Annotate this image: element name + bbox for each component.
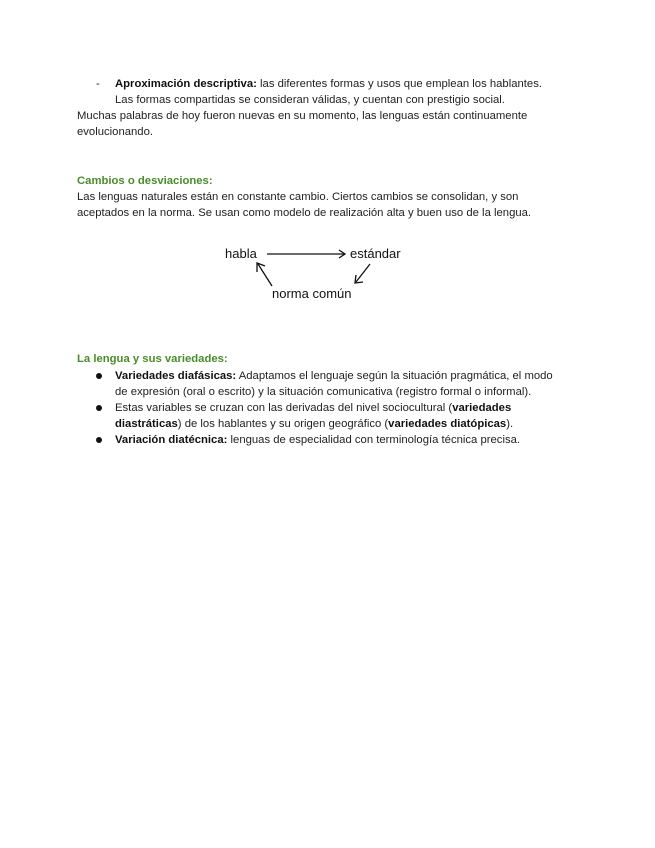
paragraph-line1: Muchas palabras de hoy fueron nuevas en su momento, las lenguas están continuamente xyxy=(77,110,528,122)
list-item xyxy=(96,368,586,400)
item-text: lenguas de especialidad con terminología técnica precisa. xyxy=(227,434,521,446)
norm-cycle-diagram xyxy=(220,242,420,304)
heading-variedades: La lengua y sus variedades: xyxy=(77,353,228,365)
item-text-line2: Las formas compartidas se consideran válidas, y cuentan con prestigio social. xyxy=(115,94,505,106)
diagram-label-norma-comun: norma común xyxy=(272,286,352,301)
bullet-icon xyxy=(96,405,102,411)
arrow-norma-habla xyxy=(258,264,272,286)
bullet-icon xyxy=(96,373,102,379)
term-variacion-diatecnica: Variación diatécnica: xyxy=(115,434,228,446)
term-diastraticas: diastráticas xyxy=(115,418,178,430)
bullet-icon xyxy=(96,437,102,443)
item-text: ). xyxy=(506,418,514,430)
arrow-estandar-norma xyxy=(356,264,370,282)
list-item xyxy=(96,432,586,448)
list-item xyxy=(96,400,586,432)
term-aproximacion-descriptiva: Aproximación descriptiva: xyxy=(115,78,257,90)
term-variedades: variedades xyxy=(452,402,512,414)
paragraph-cambios xyxy=(77,189,587,221)
item-text: ) de los hablantes y su origen geográfico ( xyxy=(177,418,389,430)
term-variedades-diafasicas: Variedades diafásicas: xyxy=(115,370,237,382)
cambios-line1: Las lenguas naturales están en constante cambio. Ciertos cambios se consolidan, y son xyxy=(77,191,519,203)
cambios-line2: aceptados en la norma. Se usan como modelo de realización alta y buen uso de la lengua. xyxy=(77,207,532,219)
paragraph-line2: evolucionando. xyxy=(77,126,154,138)
diagram-label-estandar: estándar xyxy=(350,246,401,261)
item-text: Estas variables se cruzan con las derivadas del nivel sociocultural ( xyxy=(115,402,453,414)
paragraph-evolution xyxy=(77,108,587,140)
diagram-label-habla: habla xyxy=(225,246,257,261)
dash-item-text xyxy=(115,76,576,108)
heading-cambios: Cambios o desviaciones: xyxy=(77,175,213,187)
term-variedades-diatopicas: variedades diatópicas xyxy=(388,418,507,430)
item-text-line1: las diferentes formas y usos que emplean los hablantes. xyxy=(256,78,542,90)
variedades-list xyxy=(96,368,586,448)
dash-list-item xyxy=(96,76,576,108)
item-text: Adaptamos el lenguaje según la situación pragmática, el modo xyxy=(236,370,553,382)
dash-marker: - xyxy=(96,78,100,90)
item-text: de expresión (oral o escrito) y la situación comunicativa (registro formal o informal). xyxy=(115,386,532,398)
